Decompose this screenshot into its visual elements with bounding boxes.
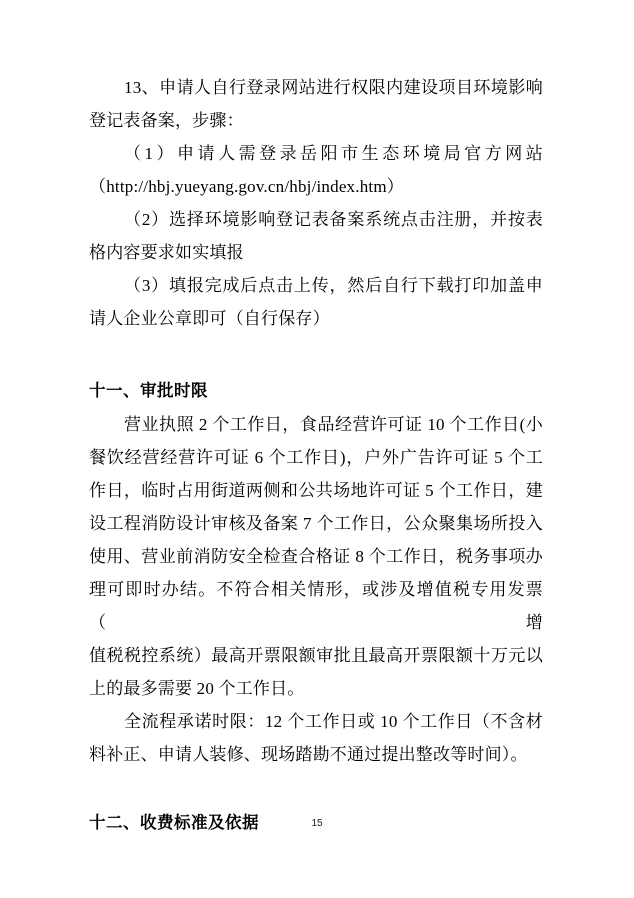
body-line: 作日，临时占用街道两侧和公共场地许可证 5 个工作日，建 xyxy=(89,481,543,500)
body-line: 理可即时办结。不符合相关情形，或涉及增值税专用发票（增 xyxy=(89,580,543,632)
body-line: 设工程消防设计审核及备案 7 个工作日，公众聚集场所投入 xyxy=(89,514,543,533)
body-line: 营业执照 2 个工作日，食品经营许可证 10 个工作日(小 xyxy=(124,415,543,434)
body-line: 登记表备案，步骤： xyxy=(89,111,244,130)
body-line: （1）申请人需登录岳阳市生态环境局官方网站 xyxy=(124,144,543,163)
body-line: 13、申请人自行登录网站进行权限内建设项目环境影响 xyxy=(124,78,543,97)
paragraph-approval-durations xyxy=(89,408,543,705)
body-line-url: （http://hbj.yueyang.gov.cn/hbj/index.htm） xyxy=(89,177,404,196)
body-line: 请人企业公章即可（自行保存） xyxy=(89,309,330,328)
body-line: 餐饮经营经营许可证 6 个工作日)，户外广告许可证 5 个工 xyxy=(89,448,543,467)
body-line: 格内容要求如实填报 xyxy=(89,243,244,262)
body-line: 全流程承诺时限：12 个工作日或 10 个工作日（不含材 xyxy=(124,712,543,731)
body-line: （2）选择环境影响登记表备案系统点击注册，并按表 xyxy=(124,210,543,229)
page-number: 15 xyxy=(311,818,323,829)
paragraph-substep-3 xyxy=(89,269,543,335)
body-line: 上的最多需要 20 个工作日。 xyxy=(89,679,305,698)
body-line: （3）填报完成后点击上传，然后自行下载打印加盖申 xyxy=(124,276,543,295)
body-line: 料补正、申请人装修、现场踏勘不通过提出整改等时间）。 xyxy=(89,745,528,764)
paragraph-step13 xyxy=(89,71,543,137)
body-line: 值税税控系统）最高开票限额审批且最高开票限额十万元以 xyxy=(89,646,543,665)
paragraph-substep-2 xyxy=(89,203,543,269)
section-heading-11-approval-time-limit: 十一、审批时限 xyxy=(89,382,208,400)
section-heading-12-fee-standards: 十二、收费标准及依据 xyxy=(89,814,259,832)
body-line: 使用、营业前消防安全检查合格证 8 个工作日，税务事项办 xyxy=(89,547,543,566)
paragraph-substep-1 xyxy=(89,137,543,203)
paragraph-full-process-commitment xyxy=(89,705,543,771)
